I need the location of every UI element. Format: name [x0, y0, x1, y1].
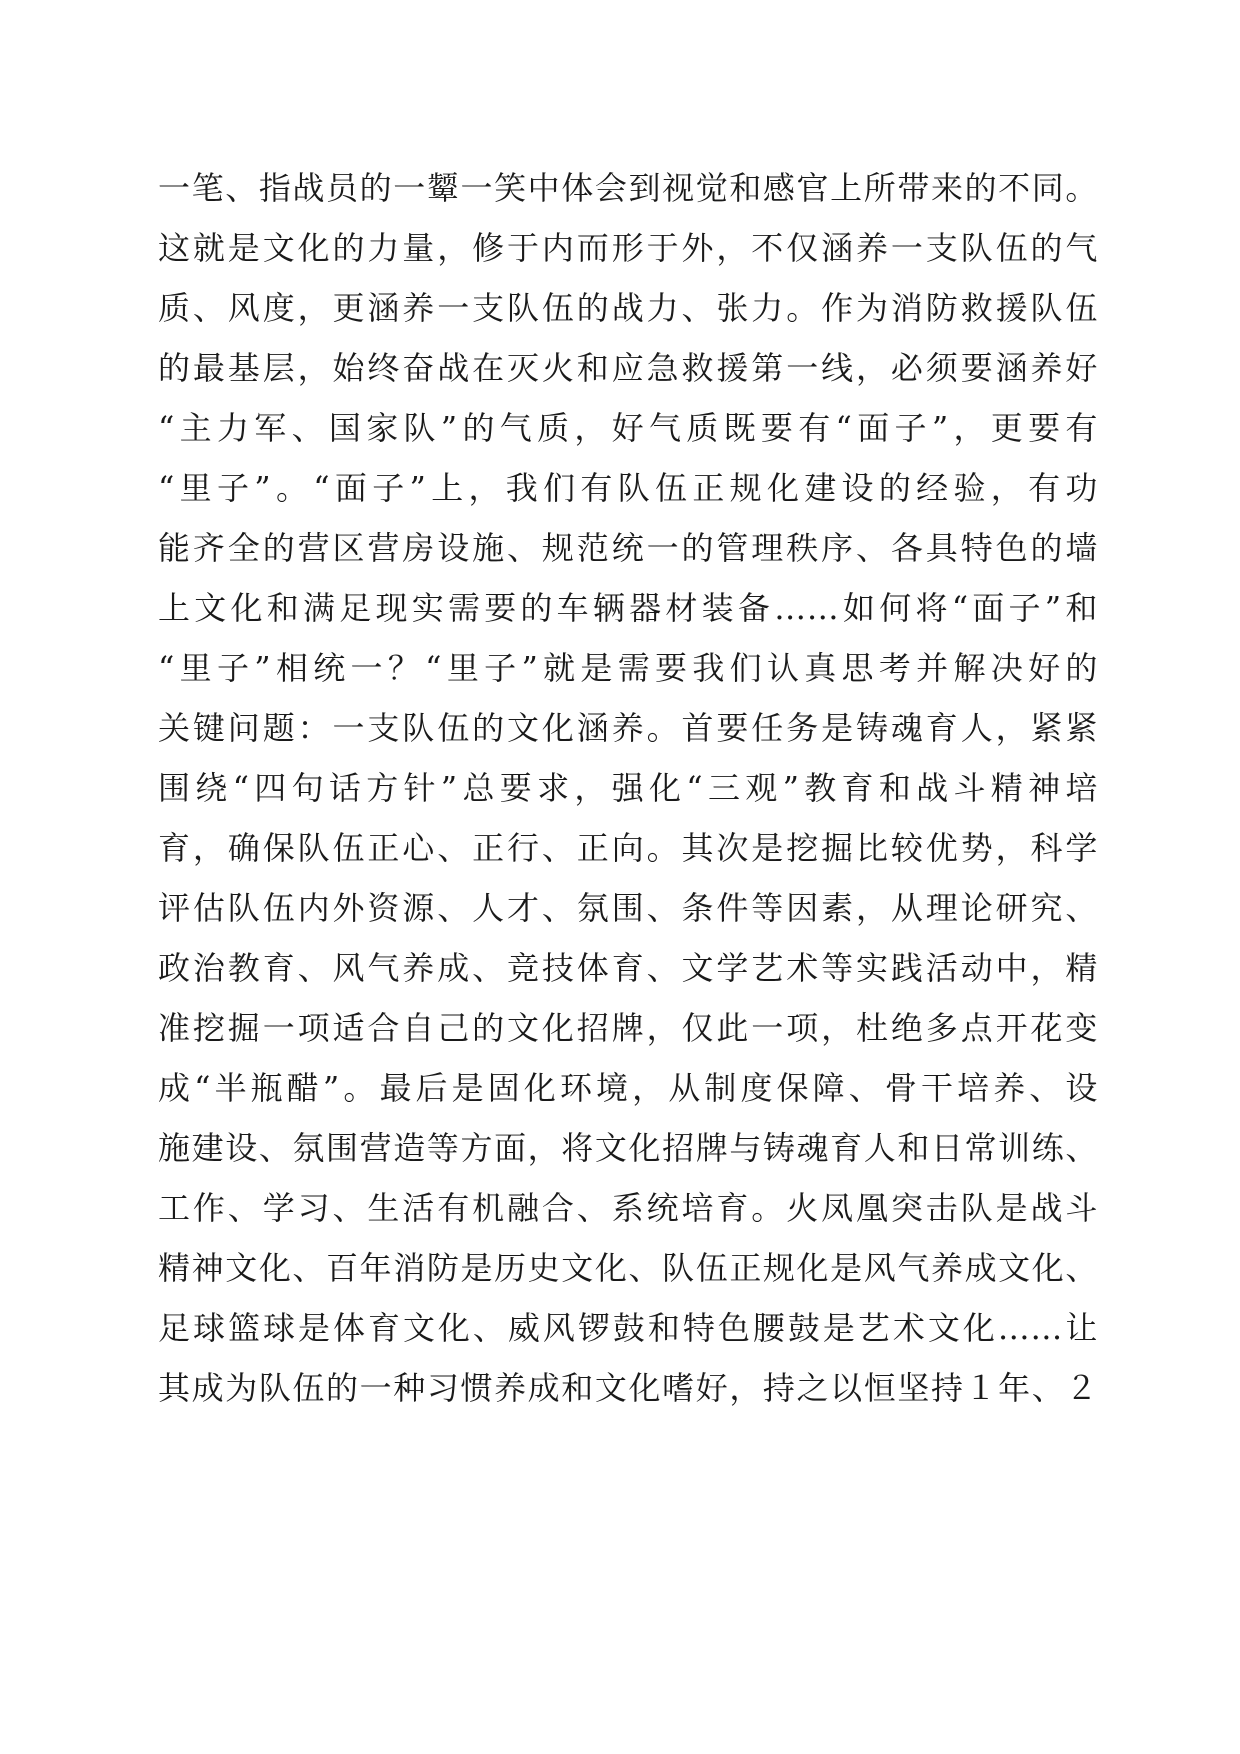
text-line: “里子”相统一？“里子”就是需要我们认真思考并解决好的 — [158, 649, 1098, 687]
text-line: 足球篮球是体育文化、威风锣鼓和特色腰鼓是艺术文化……让 — [158, 1309, 1098, 1347]
text-line: 施建设、氛围营造等方面，将文化招牌与铸魂育人和日常训练、 — [158, 1129, 1098, 1167]
text-line: 评估队伍内外资源、人才、氛围、条件等因素，从理论研究、 — [158, 889, 1098, 927]
text-line: 其成为队伍的一种习惯养成和文化嗜好，持之以恒坚持１年、２ — [158, 1369, 1098, 1407]
text-line: 上文化和满足现实需要的车辆器材装备……如何将“面子”和 — [158, 589, 1098, 627]
text-line: 的最基层，始终奋战在灭火和应急救援第一线，必须要涵养好 — [158, 349, 1098, 387]
text-line: 这就是文化的力量，修于内而形于外，不仅涵养一支队伍的气 — [158, 229, 1098, 267]
text-line: 政治教育、风气养成、竞技体育、文学艺术等实践活动中，精 — [158, 949, 1098, 987]
text-line: 质、风度，更涵养一支队伍的战力、张力。作为消防救援队伍 — [158, 289, 1098, 327]
text-line: 一笔、指战员的一颦一笑中体会到视觉和感官上所带来的不同。 — [158, 169, 1098, 207]
text-line: 精神文化、百年消防是历史文化、队伍正规化是风气养成文化、 — [158, 1249, 1098, 1287]
body-paragraph — [158, 158, 1098, 1418]
text-line: 育，确保队伍正心、正行、正向。其次是挖掘比较优势，科学 — [158, 829, 1098, 867]
text-line: “主力军、国家队”的气质，好气质既要有“面子”，更要有 — [158, 409, 1098, 447]
text-line: 准挖掘一项适合自己的文化招牌，仅此一项，杜绝多点开花变 — [158, 1009, 1098, 1047]
text-line: 成“半瓶醋”。最后是固化环境，从制度保障、骨干培养、设 — [158, 1069, 1098, 1107]
text-line: 能齐全的营区营房设施、规范统一的管理秩序、各具特色的墙 — [158, 529, 1098, 567]
text-line: 工作、学习、生活有机融合、系统培育。火凤凰突击队是战斗 — [158, 1189, 1098, 1227]
text-line: “里子”。“面子”上，我们有队伍正规化建设的经验，有功 — [158, 469, 1098, 507]
text-line: 围绕“四句话方针”总要求，强化“三观”教育和战斗精神培 — [158, 769, 1098, 807]
text-line: 关键问题：一支队伍的文化涵养。首要任务是铸魂育人，紧紧 — [158, 709, 1098, 747]
